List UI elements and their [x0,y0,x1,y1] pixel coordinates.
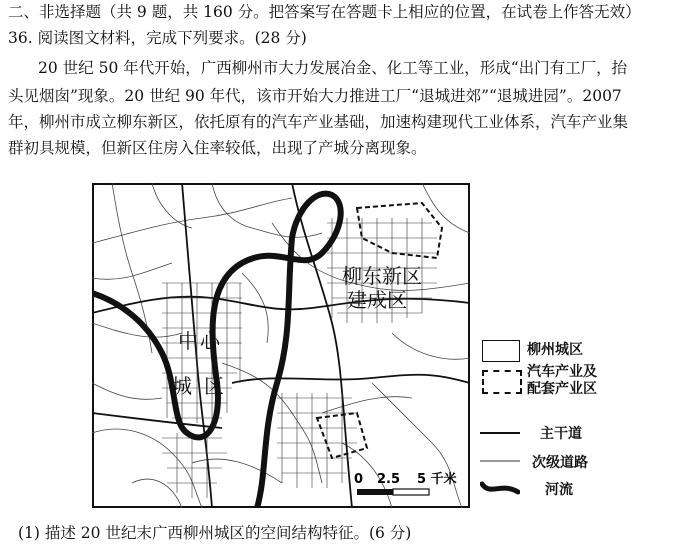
sub-question-1: (1) 描述 20 世纪末广西柳州城区的空间结构特征。(6 分) [18,524,412,542]
center-district-char-2: 心 [200,329,220,353]
paragraph-line-1: 20 世纪 50 年代开始，广西柳州市大力发展冶金、化工等工业，形成“出门有工厂，抬 [38,59,628,77]
paragraph-line-3: 年，柳州市成立柳东新区，依托原有的汽车产业基础，加速构建现代工业体系，汽车产业集 [8,113,629,131]
paragraph-line-2: 头见烟囱”现象。20 世纪 90 年代，该市开始大力推进工厂“退城进郊”“退城进园”。2007 [8,87,622,105]
legend-auto-industry-label-2: 配套产业区 [527,381,597,397]
legend-auto-industry-label-1: 汽车产业及 [527,364,597,380]
legend-city-area-label: 柳州城区 [527,342,583,358]
scale-tick-end: 5 千米 [417,472,457,487]
new-district-label-1: 柳东新区 [342,264,422,288]
paragraph-line-4: 群初具规模，但新区住房入住率较低，出现了产城分离现象。 [8,139,427,157]
legend-river-label: 河流 [545,482,573,498]
legend-main-road-swatch [480,428,520,438]
liuzhou-map [92,183,470,508]
map-frame [93,184,469,507]
scale-tick-mid: 2.5 [377,472,401,487]
center-district-char-4: 区 [204,374,224,398]
center-district-char-1: 中 [178,329,198,353]
legend-secondary-road-label: 次级道路 [532,455,588,471]
question-intro: 36. 阅读图文材料，完成下列要求。(28 分) [8,29,307,47]
legend-main-road-label: 主干道 [540,426,582,442]
scale-tick-0: 0 [354,472,364,487]
new-district-label-2: 建成区 [347,288,407,312]
section-heading: 二、非选择题（共 9 题，共 160 分。把答案写在答题卡上相应的位置，在试卷上作答无效） [8,3,641,21]
legend-auto-industry-swatch [482,370,522,394]
legend-secondary-road-swatch [480,456,520,466]
legend-river-swatch [480,480,520,498]
center-district-char-3: 城 [172,374,192,398]
legend-city-area-swatch [482,340,520,362]
